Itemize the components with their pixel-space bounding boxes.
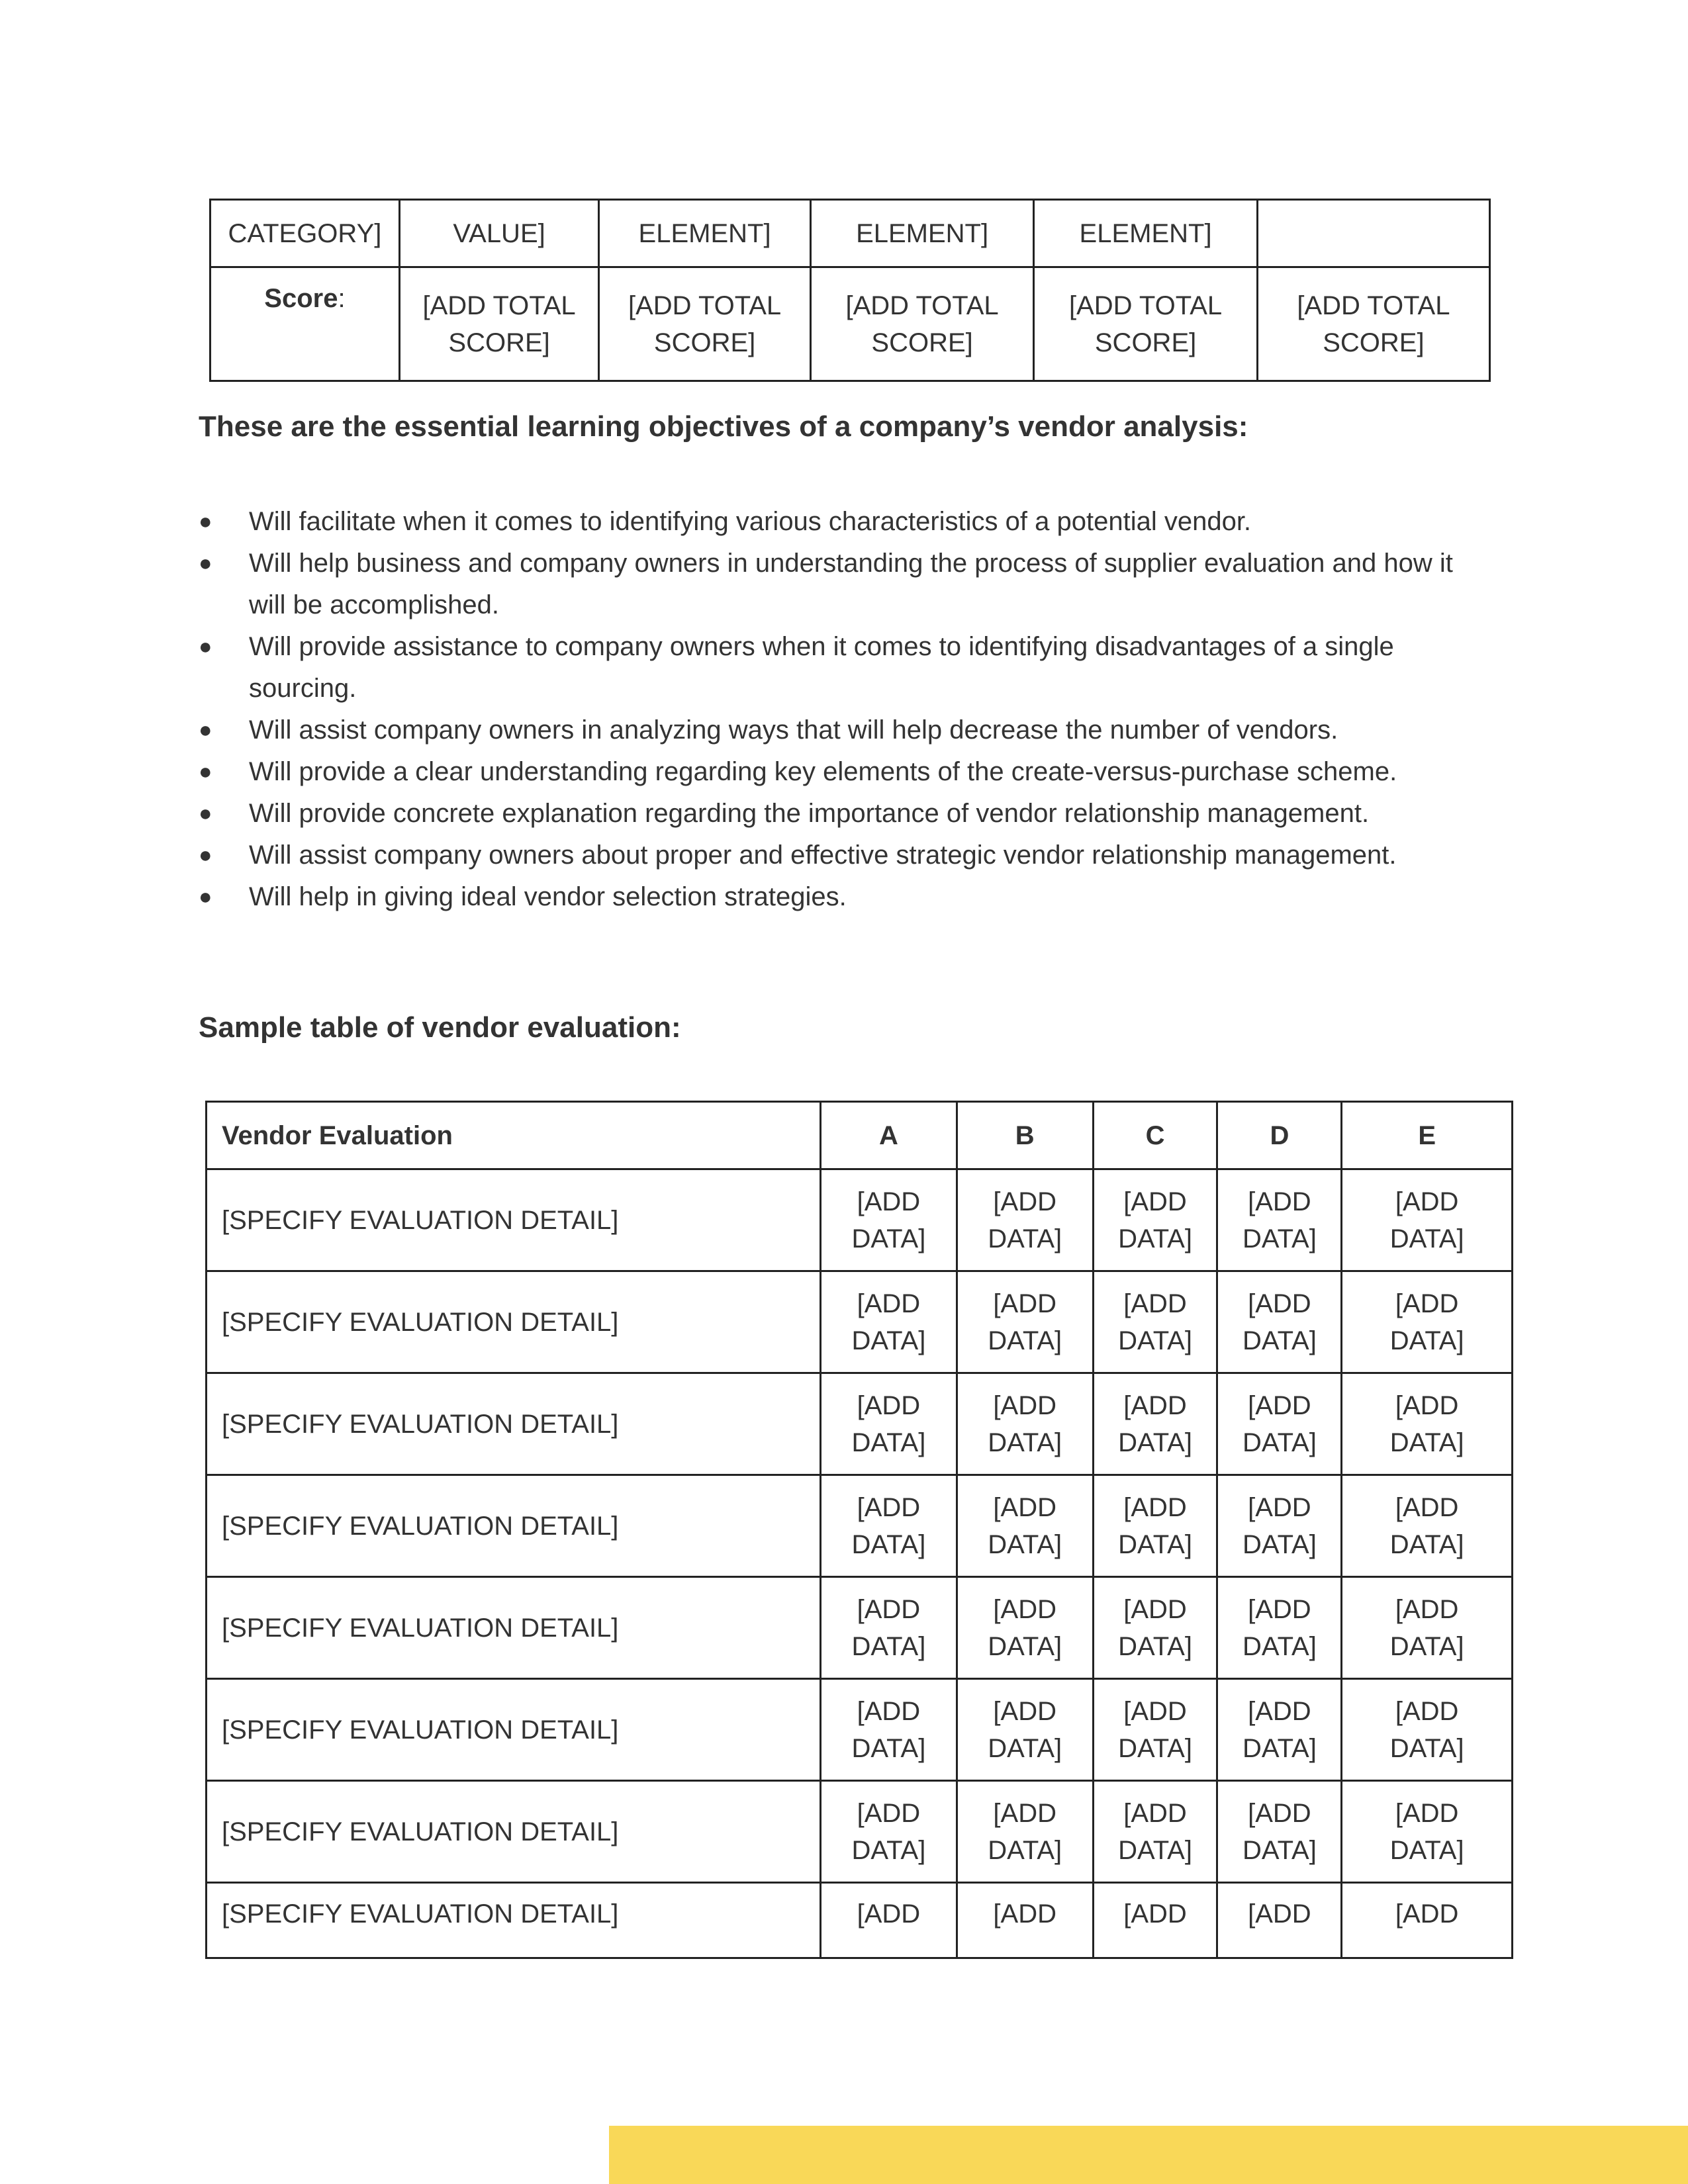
data-cell-line1: [ADD bbox=[1395, 1187, 1459, 1216]
data-cell-line2: DATA] bbox=[1242, 1733, 1317, 1763]
data-cell-line2: DATA] bbox=[1242, 1224, 1317, 1253]
score-label-cell bbox=[211, 267, 400, 381]
data-cell bbox=[957, 1271, 1093, 1373]
total-score-cell bbox=[1257, 267, 1489, 381]
total-score-line1: [ADD TOTAL bbox=[845, 291, 999, 320]
data-cell bbox=[1342, 1577, 1513, 1679]
evaluation-row bbox=[207, 1169, 1513, 1271]
data-cell-line1: [ADD bbox=[857, 1696, 921, 1726]
objectives-list bbox=[199, 501, 1496, 918]
data-cell-line1: [ADD bbox=[857, 1187, 921, 1216]
data-cell-line2: DATA] bbox=[851, 1529, 926, 1559]
data-cell-line2: DATA] bbox=[851, 1428, 926, 1457]
data-cell bbox=[1217, 1373, 1342, 1475]
data-cell-line2: DATA] bbox=[1389, 1631, 1464, 1661]
data-cell-line1: [ADD bbox=[857, 1390, 921, 1420]
data-cell bbox=[1093, 1169, 1217, 1271]
data-cell-line1: [ADD bbox=[1123, 1390, 1187, 1420]
data-cell-line2: DATA] bbox=[988, 1835, 1062, 1865]
data-cell-line2: DATA] bbox=[851, 1835, 926, 1865]
data-cell-line1: [ADD bbox=[1248, 1187, 1311, 1216]
data-cell bbox=[1217, 1679, 1342, 1781]
sample-table-heading: Sample table of vendor evaluation: bbox=[199, 1011, 681, 1044]
evaluation-row bbox=[207, 1373, 1513, 1475]
header-cell bbox=[1257, 200, 1489, 267]
data-cell-line1: [ADD bbox=[1395, 1390, 1459, 1420]
data-cell-line1: [ADD bbox=[1248, 1492, 1311, 1522]
data-cell-line2: DATA] bbox=[1389, 1326, 1464, 1355]
data-cell-line1: [ADD bbox=[857, 1798, 921, 1828]
data-cell-line2: DATA] bbox=[1118, 1733, 1192, 1763]
data-cell bbox=[821, 1577, 957, 1679]
data-cell bbox=[821, 1271, 957, 1373]
objective-item: ● Will help business and company owners in understanding the process of supplier evaluation and how it will be accomplished. bbox=[199, 543, 1496, 626]
data-cell-line1: [ADD bbox=[1248, 1798, 1311, 1828]
column-header-a: A bbox=[821, 1102, 957, 1169]
data-cell-line1: [ADD bbox=[993, 1798, 1056, 1828]
data-cell-line1: [ADD bbox=[1123, 1594, 1187, 1624]
evaluation-detail-cell: [SPECIFY EVALUATION DETAIL] bbox=[207, 1475, 821, 1577]
data-cell bbox=[1342, 1373, 1513, 1475]
data-cell-line2: DATA] bbox=[988, 1733, 1062, 1763]
data-cell-line1: [ADD bbox=[1123, 1798, 1187, 1828]
total-score-cell bbox=[1034, 267, 1257, 381]
data-cell bbox=[1217, 1475, 1342, 1577]
data-cell-line1: [ADD bbox=[1123, 1899, 1187, 1929]
total-score-line1: [ADD TOTAL bbox=[422, 291, 576, 320]
data-cell-line1: [ADD bbox=[993, 1390, 1056, 1420]
data-cell bbox=[957, 1781, 1093, 1883]
data-cell-line1: [ADD bbox=[1123, 1289, 1187, 1318]
data-cell bbox=[1217, 1169, 1342, 1271]
evaluation-body bbox=[207, 1169, 1513, 1958]
data-cell-line1: [ADD bbox=[1395, 1492, 1459, 1522]
data-cell-line1: [ADD bbox=[993, 1696, 1056, 1726]
total-score-line2: SCORE] bbox=[1323, 328, 1425, 357]
data-cell-line2: DATA] bbox=[988, 1224, 1062, 1253]
data-cell-line1: [ADD bbox=[1395, 1594, 1459, 1624]
header-cell: ELEMENT] bbox=[810, 200, 1033, 267]
data-cell bbox=[957, 1373, 1093, 1475]
data-cell-line2: DATA] bbox=[1389, 1733, 1464, 1763]
data-cell bbox=[957, 1169, 1093, 1271]
data-cell bbox=[1093, 1781, 1217, 1883]
data-cell-line2: DATA] bbox=[851, 1224, 926, 1253]
vendor-evaluation-table bbox=[205, 1101, 1513, 1959]
data-cell-line2: DATA] bbox=[851, 1631, 926, 1661]
data-cell bbox=[1093, 1679, 1217, 1781]
data-cell-line2: DATA] bbox=[851, 1326, 926, 1355]
column-header-e: E bbox=[1342, 1102, 1513, 1169]
data-cell bbox=[1093, 1577, 1217, 1679]
data-cell bbox=[821, 1883, 957, 1958]
data-cell-line1: [ADD bbox=[1248, 1289, 1311, 1318]
data-cell-line1: [ADD bbox=[1395, 1289, 1459, 1318]
total-score-line2: SCORE] bbox=[448, 328, 550, 357]
total-score-cell bbox=[810, 267, 1033, 381]
header-cell: ELEMENT] bbox=[599, 200, 811, 267]
data-cell bbox=[1342, 1475, 1513, 1577]
data-cell bbox=[821, 1169, 957, 1271]
data-cell bbox=[957, 1475, 1093, 1577]
objective-item: ● Will help in giving ideal vendor selection strategies. bbox=[199, 876, 1496, 918]
score-label: Score bbox=[264, 284, 338, 313]
objective-item: ● Will assist company owners in analyzing ways that will help decrease the number of vendors. bbox=[199, 709, 1496, 751]
objective-item: ● Will provide a clear understanding regarding key elements of the create-versus-purchase scheme. bbox=[199, 751, 1496, 793]
data-cell-line1: [ADD bbox=[1395, 1696, 1459, 1726]
data-cell-line2: DATA] bbox=[1389, 1224, 1464, 1253]
data-cell bbox=[1217, 1883, 1342, 1958]
data-cell-line1: [ADD bbox=[1248, 1696, 1311, 1726]
data-cell bbox=[1093, 1475, 1217, 1577]
score-table bbox=[209, 199, 1491, 382]
data-cell bbox=[1342, 1883, 1513, 1958]
data-cell-line2: DATA] bbox=[1242, 1835, 1317, 1865]
evaluation-row bbox=[207, 1475, 1513, 1577]
data-cell-line2: DATA] bbox=[1242, 1631, 1317, 1661]
evaluation-row bbox=[207, 1679, 1513, 1781]
data-cell-line2: DATA] bbox=[1118, 1529, 1192, 1559]
data-cell-line2: DATA] bbox=[988, 1428, 1062, 1457]
column-header-c: C bbox=[1093, 1102, 1217, 1169]
objective-item: ● Will provide concrete explanation regarding the importance of vendor relationship management. bbox=[199, 793, 1496, 835]
data-cell-line2: DATA] bbox=[1118, 1326, 1192, 1355]
data-cell-line2: DATA] bbox=[851, 1733, 926, 1763]
data-cell-line2: DATA] bbox=[1118, 1224, 1192, 1253]
data-cell-line1: [ADD bbox=[1395, 1899, 1459, 1929]
data-cell-line1: [ADD bbox=[1123, 1492, 1187, 1522]
evaluation-detail-cell: [SPECIFY EVALUATION DETAIL] bbox=[207, 1169, 821, 1271]
evaluation-header-row bbox=[207, 1102, 1513, 1169]
header-cell: CATEGORY] bbox=[211, 200, 400, 267]
data-cell-line1: [ADD bbox=[993, 1594, 1056, 1624]
data-cell bbox=[1217, 1271, 1342, 1373]
total-score-line2: SCORE] bbox=[653, 328, 756, 357]
data-cell-line1: [ADD bbox=[993, 1899, 1056, 1929]
evaluation-row bbox=[207, 1271, 1513, 1373]
data-cell bbox=[957, 1883, 1093, 1958]
score-row bbox=[211, 267, 1490, 381]
data-cell-line2: DATA] bbox=[1118, 1835, 1192, 1865]
data-cell-line2: DATA] bbox=[1242, 1529, 1317, 1559]
total-score-line1: [ADD TOTAL bbox=[628, 291, 782, 320]
footer-accent-band bbox=[609, 2126, 1688, 2184]
data-cell-line1: [ADD bbox=[1395, 1798, 1459, 1828]
total-score-line2: SCORE] bbox=[871, 328, 973, 357]
data-cell bbox=[1093, 1373, 1217, 1475]
header-cell: ELEMENT] bbox=[1034, 200, 1257, 267]
evaluation-detail-cell: [SPECIFY EVALUATION DETAIL] bbox=[207, 1883, 821, 1958]
data-cell bbox=[821, 1781, 957, 1883]
total-score-line1: [ADD TOTAL bbox=[1068, 291, 1223, 320]
data-cell-line2: DATA] bbox=[1118, 1428, 1192, 1457]
data-cell-line1: [ADD bbox=[1248, 1594, 1311, 1624]
evaluation-row bbox=[207, 1781, 1513, 1883]
data-cell bbox=[1093, 1883, 1217, 1958]
data-cell-line1: [ADD bbox=[993, 1289, 1056, 1318]
data-cell-line2: DATA] bbox=[1118, 1631, 1192, 1661]
objective-item: ● Will assist company owners about proper and effective strategic vendor relationship management. bbox=[199, 835, 1496, 876]
objective-item: ● Will provide assistance to company owners when it comes to identifying disadvantages of a single sourcing. bbox=[199, 626, 1496, 709]
evaluation-detail-cell: [SPECIFY EVALUATION DETAIL] bbox=[207, 1373, 821, 1475]
data-cell-line1: [ADD bbox=[857, 1492, 921, 1522]
data-cell-line2: DATA] bbox=[1242, 1428, 1317, 1457]
evaluation-detail-cell: [SPECIFY EVALUATION DETAIL] bbox=[207, 1577, 821, 1679]
data-cell-line2: DATA] bbox=[988, 1529, 1062, 1559]
header-cell: VALUE] bbox=[399, 200, 598, 267]
evaluation-detail-cell: [SPECIFY EVALUATION DETAIL] bbox=[207, 1271, 821, 1373]
data-cell-line2: DATA] bbox=[1242, 1326, 1317, 1355]
data-cell bbox=[957, 1577, 1093, 1679]
data-cell-line2: DATA] bbox=[1389, 1428, 1464, 1457]
data-cell-line2: DATA] bbox=[1389, 1835, 1464, 1865]
data-cell bbox=[1342, 1271, 1513, 1373]
data-cell-line2: DATA] bbox=[988, 1326, 1062, 1355]
data-cell bbox=[821, 1475, 957, 1577]
data-cell-line1: [ADD bbox=[993, 1492, 1056, 1522]
score-table-header-row bbox=[211, 200, 1490, 267]
data-cell bbox=[1342, 1169, 1513, 1271]
data-cell-line1: [ADD bbox=[1123, 1696, 1187, 1726]
data-cell bbox=[1217, 1781, 1342, 1883]
data-cell bbox=[1217, 1577, 1342, 1679]
data-cell-line1: [ADD bbox=[1248, 1899, 1311, 1929]
data-cell bbox=[821, 1373, 957, 1475]
data-cell bbox=[1093, 1271, 1217, 1373]
data-cell-line1: [ADD bbox=[1248, 1390, 1311, 1420]
data-cell bbox=[1342, 1781, 1513, 1883]
data-cell-line1: [ADD bbox=[1123, 1187, 1187, 1216]
evaluation-detail-cell: [SPECIFY EVALUATION DETAIL] bbox=[207, 1679, 821, 1781]
data-cell-line2: DATA] bbox=[1389, 1529, 1464, 1559]
data-cell-line1: [ADD bbox=[857, 1289, 921, 1318]
data-cell bbox=[821, 1679, 957, 1781]
evaluation-detail-cell: [SPECIFY EVALUATION DETAIL] bbox=[207, 1781, 821, 1883]
data-cell-line1: [ADD bbox=[993, 1187, 1056, 1216]
objective-item: ● Will facilitate when it comes to identifying various characteristics of a potential vendor. bbox=[199, 501, 1496, 543]
column-header-b: B bbox=[957, 1102, 1093, 1169]
data-cell-line1: [ADD bbox=[857, 1899, 921, 1929]
data-cell bbox=[1342, 1679, 1513, 1781]
total-score-line1: [ADD TOTAL bbox=[1297, 291, 1450, 320]
evaluation-row bbox=[207, 1883, 1513, 1958]
data-cell bbox=[957, 1679, 1093, 1781]
total-score-line2: SCORE] bbox=[1094, 328, 1197, 357]
data-cell-line1: [ADD bbox=[857, 1594, 921, 1624]
total-score-cell bbox=[599, 267, 811, 381]
evaluation-row bbox=[207, 1577, 1513, 1679]
data-cell-line2: DATA] bbox=[988, 1631, 1062, 1661]
objectives-heading: These are the essential learning objectives of a company’s vendor analysis: bbox=[199, 410, 1248, 443]
score-label-suffix: : bbox=[338, 284, 346, 313]
total-score-cell bbox=[399, 267, 598, 381]
column-header-d: D bbox=[1217, 1102, 1342, 1169]
column-header-vendor-evaluation: Vendor Evaluation bbox=[207, 1102, 821, 1169]
